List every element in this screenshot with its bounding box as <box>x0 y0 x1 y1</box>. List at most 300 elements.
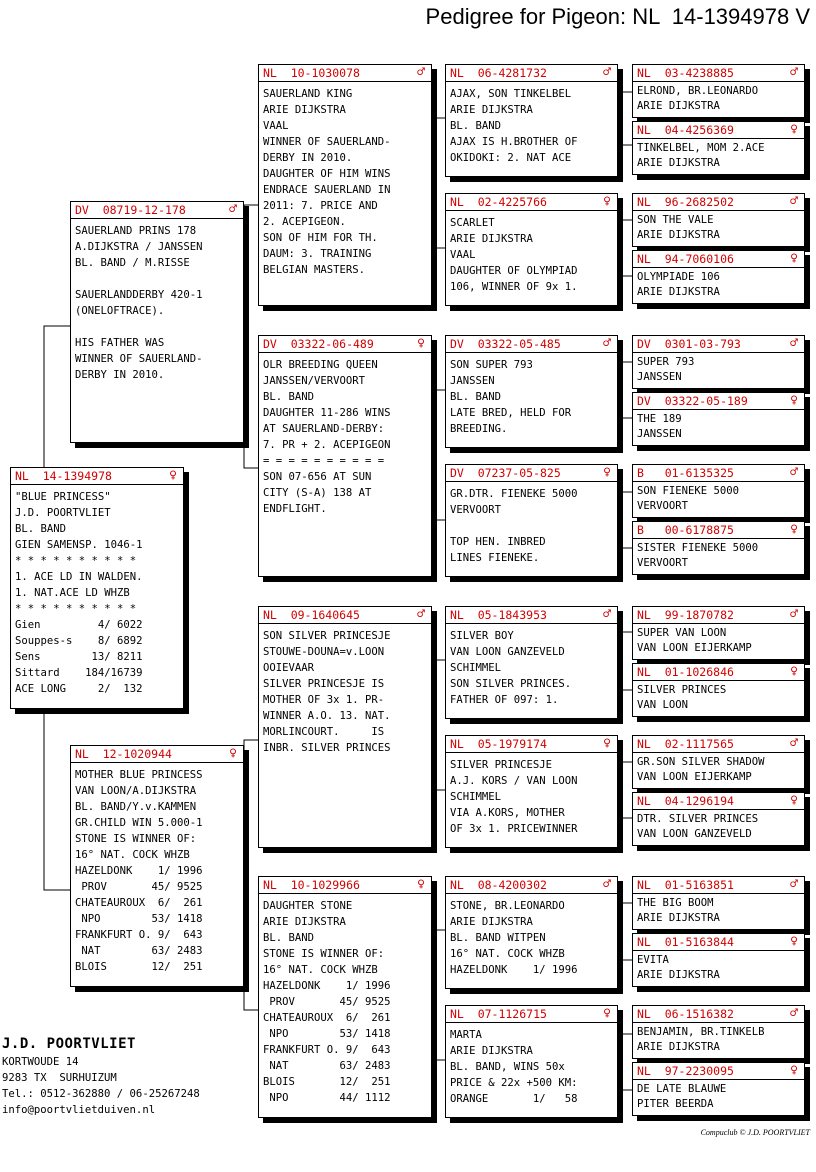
card-line: BLOIS 12/ 251 <box>75 961 203 973</box>
card-line: VAN LOON GANZEVELD <box>637 828 752 840</box>
card-body <box>633 539 804 571</box>
card-header <box>633 336 804 353</box>
female-icon: ♀ <box>229 746 237 761</box>
card-line: ARIE DIJKSTRA <box>450 916 533 928</box>
card-line: BELGIAN MASTERS. <box>263 264 366 276</box>
card-header <box>446 336 617 353</box>
card-line: * * * * * * * * * * <box>15 555 137 567</box>
ring-number: NL 09-1640645 <box>263 608 360 622</box>
pigeon-card-dam-dam <box>258 876 432 1118</box>
pigeon-card-g5-4 <box>632 250 805 304</box>
card-line: "BLUE PRINCESS" <box>15 491 111 503</box>
page-title: Pedigree for Pigeon: NL 14-1394978 V <box>425 4 810 29</box>
card-line: ARIE DIJKSTRA <box>637 1041 720 1053</box>
card-line: ARIE DIJKSTRA <box>637 912 720 924</box>
card-header <box>633 607 804 624</box>
card-body <box>446 353 617 437</box>
card-line: BENJAMIN, BR.TINKELB <box>637 1026 765 1038</box>
ring-number: DV 0301-03-793 <box>637 337 741 351</box>
card-header <box>446 607 617 624</box>
card-line: SCHIMMEL <box>450 662 502 674</box>
ring-number: NL 94-7060106 <box>637 252 734 266</box>
ring-number: NL 99-1870782 <box>637 608 734 622</box>
card-header <box>633 793 804 810</box>
card-header <box>633 194 804 211</box>
ring-number: NL 02-4225766 <box>450 195 547 209</box>
ring-number: NL 06-1516382 <box>637 1007 734 1021</box>
card-header <box>446 465 617 482</box>
card-line: OF 3x 1. PRICEWINNER <box>450 823 578 835</box>
card-line: = = = = = = = = = = <box>263 455 385 467</box>
card-line: A.DIJKSTRA / JANSSEN <box>75 241 203 253</box>
card-line: NPO 53/ 1418 <box>263 1028 391 1040</box>
card-header <box>11 468 183 485</box>
male-icon: ♂ <box>790 465 798 480</box>
card-line: 16° NAT. COCK WHZB <box>450 948 565 960</box>
ring-number: NL 01-5163851 <box>637 878 734 892</box>
card-line: SCARLET <box>450 217 495 229</box>
card-line: 106, WINNER OF 9x 1. <box>450 281 578 293</box>
card-line: ELROND, BR.LEONARDO <box>637 85 759 97</box>
card-line: VAN LOON GANZEVELD <box>450 646 565 658</box>
card-line: SON FIENEKE 5000 <box>637 485 740 497</box>
card-line: SON SUPER 793 <box>450 359 533 371</box>
card-header <box>633 522 804 539</box>
owner-postcode: 9283 TX SURHUIZUM <box>2 1072 117 1084</box>
card-line: SON SILVER PRINCES. <box>450 678 572 690</box>
male-icon: ♂ <box>417 607 425 622</box>
card-header <box>71 202 243 219</box>
card-line: 2. ACEPIGEON. <box>263 216 346 228</box>
pigeon-card-g5-8 <box>632 521 805 575</box>
female-icon: ♀ <box>603 1006 611 1021</box>
ring-number: NL 01-5163844 <box>637 935 734 949</box>
ring-number: NL 96-2682502 <box>637 195 734 209</box>
card-line: WINNER A.O. 13. NAT. <box>263 710 391 722</box>
card-line: BREEDING. <box>450 423 508 435</box>
card-line <box>450 518 613 534</box>
owner-block <box>2 1034 200 1118</box>
card-line: SON OF HIM FOR TH. <box>263 232 378 244</box>
male-icon: ♂ <box>603 607 611 622</box>
ring-number: NL 04-1296194 <box>637 794 734 808</box>
card-line: 16° NAT. COCK WHZB <box>75 849 190 861</box>
card-line: DAUGHTER STONE <box>263 900 353 912</box>
card-body <box>633 681 804 713</box>
pigeon-card-sds <box>445 335 618 448</box>
card-line: GR.CHILD WIN 5.000-1 <box>75 817 203 829</box>
card-line: ORANGE 1/ 58 <box>450 1093 578 1105</box>
pigeon-card-g5-12 <box>632 792 805 846</box>
card-header <box>633 934 804 951</box>
card-line: STONE, BR.LEONARDO <box>450 900 565 912</box>
card-body <box>259 82 431 278</box>
card-line: BL. BAND <box>450 391 502 403</box>
female-icon: ♀ <box>603 194 611 209</box>
card-line: Gien 4/ 6022 <box>15 619 143 631</box>
pigeon-card-dss <box>445 606 618 719</box>
card-line: THE 189 <box>637 413 682 425</box>
card-header <box>446 1006 617 1023</box>
card-line: Souppes-s 8/ 6892 <box>15 635 143 647</box>
card-line: DAUGHTER OF OLYMPIAD <box>450 265 578 277</box>
card-body <box>259 894 431 1106</box>
card-line: JANSSEN <box>450 375 495 387</box>
pigeon-card-g5-11 <box>632 735 805 789</box>
card-body <box>633 624 804 656</box>
pigeon-card-g5-1 <box>632 64 805 118</box>
card-line: BL. BAND/Y.v.KAMMEN <box>75 801 197 813</box>
card-body <box>446 894 617 978</box>
credit-text: Compuclub © J.D. POORTVLIET <box>700 1128 810 1137</box>
card-line: SAUERLANDDERBY 420-1 <box>75 289 203 301</box>
card-line: AJAX IS H.BROTHER OF <box>450 136 578 148</box>
card-line: ARIE DIJKSTRA <box>637 157 720 169</box>
card-body <box>446 624 617 708</box>
pigeon-card-ssd <box>445 193 618 306</box>
ring-number: NL 05-1843953 <box>450 608 547 622</box>
card-body <box>446 1023 617 1107</box>
ring-number: NL 04-4256369 <box>637 123 734 137</box>
card-line: PITER BEERDA <box>637 1098 714 1110</box>
pigeon-card-g5-16 <box>632 1062 805 1116</box>
pigeon-card-sire-dam <box>258 335 432 577</box>
card-line: SUPER VAN LOON <box>637 627 727 639</box>
female-icon: ♂ <box>603 877 611 892</box>
card-line: 1. ACE LD IN WALDEN. <box>15 571 143 583</box>
owner-name: J.D. POORTVLIET <box>2 1036 136 1052</box>
card-line: NPO 53/ 1418 <box>75 913 203 925</box>
ring-number: B 01-6135325 <box>637 466 734 480</box>
ring-number: NL 08-4200302 <box>450 878 547 892</box>
card-line: MOTHER BLUE PRINCESS <box>75 769 203 781</box>
card-line: DERBY IN 2010. <box>75 369 165 381</box>
card-line: CITY (S-A) 138 AT <box>263 487 372 499</box>
card-line: ARIE DIJKSTRA <box>263 916 346 928</box>
card-line: ARIE DIJKSTRA <box>637 100 720 112</box>
card-line: ARIE DIJKSTRA <box>263 104 346 116</box>
card-line: SILVER PRINCESJE <box>450 759 553 771</box>
card-line: BL. BAND / M.RISSE <box>75 257 190 269</box>
pigeon-card-g5-13 <box>632 876 805 930</box>
card-line: FRANKFURT O. 9/ 643 <box>263 1044 391 1056</box>
ring-number: NL 01-1026846 <box>637 665 734 679</box>
female-icon: ♀ <box>790 393 798 408</box>
card-line: VAN LOON EIJERKAMP <box>637 771 752 783</box>
card-line: DAUGHTER OF HIM WINS <box>263 168 391 180</box>
card-body <box>633 82 804 114</box>
card-body <box>633 1023 804 1055</box>
card-line: ARIE DIJKSTRA <box>450 233 533 245</box>
pigeon-card-g5-14 <box>632 933 805 987</box>
card-line: ACE LONG 2/ 132 <box>15 683 143 695</box>
owner-phone: Tel.: 0512-362880 / 06-25267248 <box>2 1088 200 1100</box>
card-line: GR.SON SILVER SHADOW <box>637 756 765 768</box>
card-line: MOTHER OF 3x 1. PR- <box>263 694 385 706</box>
card-line: CHATEAUROUX 6/ 261 <box>75 897 203 909</box>
card-line: OOIEVAAR <box>263 662 315 674</box>
pigeon-card-g5-10 <box>632 663 805 717</box>
card-header <box>259 877 431 894</box>
female-icon: ♀ <box>417 336 425 351</box>
card-line: (ONELOFTRACE). <box>75 305 165 317</box>
pigeon-card-sire-sire <box>258 64 432 306</box>
card-line: WINNER OF SAUERLAND- <box>75 353 203 365</box>
card-line: 7. PR + 2. ACEPIGEON <box>263 439 391 451</box>
female-icon: ♀ <box>790 934 798 949</box>
card-line: BL. BAND <box>263 932 315 944</box>
card-body <box>633 211 804 243</box>
pigeon-card-g5-2 <box>632 121 805 175</box>
card-line: PROV 45/ 9525 <box>75 881 203 893</box>
card-line: NAT 63/ 2483 <box>263 1060 391 1072</box>
card-line: MORLINCOURT. IS <box>263 726 385 738</box>
card-line: VERVOORT <box>450 504 502 516</box>
card-line: BL. BAND <box>15 523 67 535</box>
card-line: GR.DTR. FIENEKE 5000 <box>450 488 578 500</box>
female-icon: ♀ <box>603 736 611 751</box>
card-line: JANSSEN/VERVOORT <box>263 375 366 387</box>
card-line: BL. BAND WITPEN <box>450 932 546 944</box>
card-line: BL. BAND, WINS 50x <box>450 1061 565 1073</box>
pigeon-card-dam-sire <box>258 606 432 848</box>
card-line: HAZELDONK 1/ 1996 <box>263 980 391 992</box>
female-icon: ♀ <box>169 468 177 483</box>
card-line: STOUWE-DOUNA=v.LOON <box>263 646 385 658</box>
card-line: STONE IS WINNER OF: <box>75 833 197 845</box>
female-icon: ♀ <box>790 251 798 266</box>
card-line: ARIE DIJKSTRA <box>637 229 720 241</box>
card-body <box>633 753 804 785</box>
card-line: EVITA <box>637 954 669 966</box>
pigeon-card-sdd <box>445 464 618 577</box>
ring-number: NL 03-4238885 <box>637 66 734 80</box>
card-line: ENDRACE SAUERLAND IN <box>263 184 391 196</box>
card-line: SUPER 793 <box>637 356 695 368</box>
pigeon-card-g5-5 <box>632 335 805 389</box>
card-header <box>633 393 804 410</box>
card-body <box>633 353 804 385</box>
card-line: OLR BREEDING QUEEN <box>263 359 378 371</box>
male-icon: ♂ <box>790 736 798 751</box>
card-body <box>446 211 617 295</box>
card-header <box>633 664 804 681</box>
card-line: TINKELBEL, MOM 2.ACE <box>637 142 765 154</box>
card-body <box>446 82 617 166</box>
card-line: Sens 13/ 8211 <box>15 651 143 663</box>
ring-number: DV 03322-05-189 <box>637 394 748 408</box>
male-icon: ♂ <box>790 877 798 892</box>
ring-number: NL 10-1029966 <box>263 878 360 892</box>
card-line: NPO 44/ 1112 <box>263 1092 391 1104</box>
card-line: 1. NAT.ACE LD WHZB <box>15 587 130 599</box>
card-line: J.D. POORTVLIET <box>15 507 111 519</box>
ring-number: DV 07237-05-825 <box>450 466 561 480</box>
ring-number: NL 12-1020944 <box>75 747 172 761</box>
card-line: HAZELDONK 1/ 1996 <box>450 964 578 976</box>
male-icon: ♂ <box>790 607 798 622</box>
card-line: DAUGHTER 11-286 WINS <box>263 407 391 419</box>
card-line: VAAL <box>263 120 289 132</box>
pigeon-card-dsd <box>445 735 618 848</box>
card-line: AT SAUERLAND-DERBY: <box>263 423 385 435</box>
male-icon: ♂ <box>417 65 425 80</box>
ring-number: B 00-6178875 <box>637 523 734 537</box>
card-line: OLYMPIADE 106 <box>637 271 720 283</box>
card-line: VAAL <box>450 249 476 261</box>
pigeon-card-sss <box>445 64 618 177</box>
female-icon: ♀ <box>790 522 798 537</box>
ring-number: NL 06-4281732 <box>450 66 547 80</box>
card-line: SON SILVER PRINCESJE <box>263 630 391 642</box>
owner-email[interactable]: info@poortvlietduiven.nl <box>2 1104 156 1116</box>
card-body <box>633 951 804 983</box>
card-line: VAN LOON/A.DIJKSTRA <box>75 785 197 797</box>
card-line: VIA A.KORS, MOTHER <box>450 807 565 819</box>
card-header <box>633 465 804 482</box>
card-line: OKIDOKI: 2. NAT ACE <box>450 152 572 164</box>
ring-number: DV 03322-06-489 <box>263 337 374 351</box>
male-icon: ♂ <box>790 1006 798 1021</box>
female-icon: ♀ <box>790 1063 798 1078</box>
card-header <box>446 877 617 894</box>
card-line: LATE BRED, HELD FOR <box>450 407 572 419</box>
ring-number: NL 10-1030078 <box>263 66 360 80</box>
pigeon-card-subject <box>10 467 184 709</box>
ring-number: NL 14-1394978 <box>15 469 112 483</box>
card-line: MARTA <box>450 1029 482 1041</box>
card-line: FATHER OF 097: 1. <box>450 694 559 706</box>
card-line: ARIE DIJKSTRA <box>637 286 720 298</box>
pigeon-card-g5-7 <box>632 464 805 518</box>
male-icon: ♂ <box>790 336 798 351</box>
card-line: Sittard 184/16739 <box>15 667 143 679</box>
pigeon-card-dds <box>445 876 618 989</box>
pigeon-card-sire <box>70 201 244 443</box>
ring-number: NL 07-1126715 <box>450 1007 547 1021</box>
card-line: SILVER PRINCESJE IS <box>263 678 385 690</box>
card-header <box>633 736 804 753</box>
card-header <box>446 194 617 211</box>
card-body <box>446 482 617 566</box>
card-line: SAUERLAND PRINS 178 <box>75 225 197 237</box>
card-line: WINNER OF SAUERLAND- <box>263 136 391 148</box>
card-line: STONE IS WINNER OF: <box>263 948 385 960</box>
male-icon: ♂ <box>790 194 798 209</box>
card-line: A.J. KORS / VAN LOON <box>450 775 578 787</box>
card-line: CHATEAUROUX 6/ 261 <box>263 1012 391 1024</box>
pigeon-card-dam <box>70 745 244 987</box>
card-line: VAN LOON <box>637 699 689 711</box>
card-line: VAN LOON EIJERKAMP <box>637 642 752 654</box>
card-header <box>633 65 804 82</box>
card-body <box>633 1080 804 1112</box>
card-line: SON 07-656 AT SUN <box>263 471 372 483</box>
ring-number: NL 97-2230095 <box>637 1064 734 1078</box>
card-line: BL. BAND <box>263 391 315 403</box>
card-line: BLOIS 12/ 251 <box>263 1076 391 1088</box>
card-body <box>11 485 183 697</box>
female-icon: ♀ <box>790 664 798 679</box>
card-body <box>259 353 431 517</box>
card-body <box>633 268 804 300</box>
card-body <box>633 810 804 842</box>
pigeon-card-g5-3 <box>632 193 805 247</box>
female-icon: ♀ <box>790 793 798 808</box>
card-line: GIEN SAMENSP. 1046-1 <box>15 539 143 551</box>
card-line: JANSSEN <box>637 371 682 383</box>
card-line: JANSSEN <box>637 428 682 440</box>
card-header <box>633 1063 804 1080</box>
card-line: FRANKFURT O. 9/ 643 <box>75 929 203 941</box>
card-line: DE LATE BLAUWE <box>637 1083 727 1095</box>
card-line: INBR. SILVER PRINCES <box>263 742 391 754</box>
card-line: SON THE VALE <box>637 214 714 226</box>
card-body <box>71 219 243 383</box>
ring-number: NL 05-1979174 <box>450 737 547 751</box>
card-header <box>446 65 617 82</box>
card-line: LINES FIENEKE. <box>450 552 540 564</box>
card-line <box>75 271 239 287</box>
card-line: ENDFLIGHT. <box>263 503 327 515</box>
card-line: ARIE DIJKSTRA <box>450 104 533 116</box>
card-header <box>259 65 431 82</box>
male-icon: ♂ <box>603 65 611 80</box>
card-header <box>633 1006 804 1023</box>
card-header <box>633 251 804 268</box>
card-body <box>633 139 804 171</box>
ring-number: NL 02-1117565 <box>637 737 734 751</box>
card-line: 16° NAT. COCK WHZB <box>263 964 378 976</box>
card-header <box>71 746 243 763</box>
card-line: HAZELDONK 1/ 1996 <box>75 865 203 877</box>
card-body <box>633 482 804 514</box>
card-line <box>75 319 239 335</box>
ring-number: DV 03322-05-485 <box>450 337 561 351</box>
pigeon-card-g5-15 <box>632 1005 805 1059</box>
card-line: SILVER PRINCES <box>637 684 727 696</box>
male-icon: ♂ <box>603 336 611 351</box>
card-line: HIS FATHER WAS <box>75 337 165 349</box>
card-body <box>633 894 804 926</box>
card-line: SILVER BOY <box>450 630 514 642</box>
card-header <box>446 736 617 753</box>
card-line: BL. BAND <box>450 120 502 132</box>
card-line: ARIE DIJKSTRA <box>637 969 720 981</box>
female-icon: ♀ <box>603 465 611 480</box>
card-line: SISTER FIENEKE 5000 <box>637 542 759 554</box>
male-icon: ♂ <box>229 202 237 217</box>
card-line: PROV 45/ 9525 <box>263 996 391 1008</box>
pigeon-card-g5-9 <box>632 606 805 660</box>
card-header <box>259 336 431 353</box>
card-line: TOP HEN. INBRED <box>450 536 546 548</box>
card-header <box>633 877 804 894</box>
card-line: THE BIG BOOM <box>637 897 714 909</box>
card-header <box>633 122 804 139</box>
card-body <box>633 410 804 442</box>
card-line: PRICE & 22x +500 KM: <box>450 1077 578 1089</box>
card-body <box>259 624 431 756</box>
male-icon: ♂ <box>790 65 798 80</box>
pigeon-card-ddd <box>445 1005 618 1118</box>
ring-number: DV 08719-12-178 <box>75 203 186 217</box>
card-line: AJAX, SON TINKELBEL <box>450 88 572 100</box>
female-icon: ♀ <box>790 122 798 137</box>
card-line: DTR. SILVER PRINCES <box>637 813 759 825</box>
card-line: VERVOORT <box>637 557 689 569</box>
pigeon-card-g5-6 <box>632 392 805 446</box>
